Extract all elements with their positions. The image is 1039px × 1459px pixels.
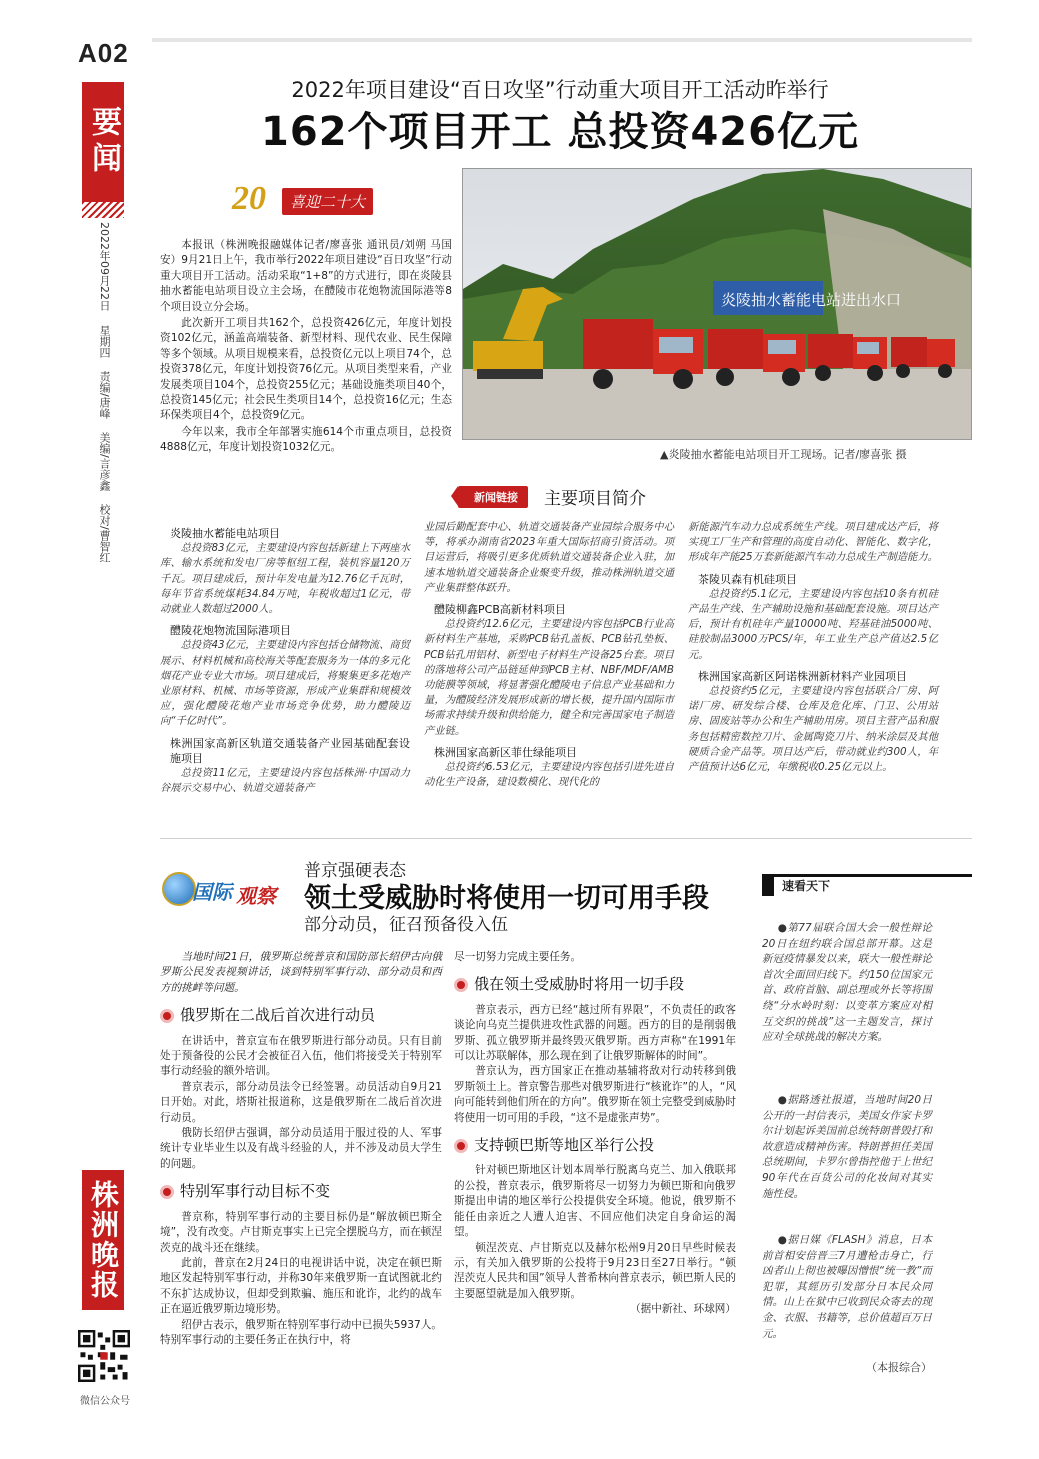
paragraph: 针对顿巴斯地区计划本周举行脱离乌克兰、加入俄联邦的公投，普京表示，俄罗斯将尽一切努力为顿巴斯和向俄罗斯提出申请的地区举行公投提供安全环境。他说，俄罗斯不能任由亲近之人遭人迫害、不回应他们决定自身命运的渴望。 <box>454 1164 736 1239</box>
project-text: 总投资约5亿元，主要建设内容包括联合厂房、阿诺厂房、研发综合楼、仓库及危化库、门卫、公用站房、固废站等办公和生产辅助用房。项目主营产品和服务包括精密数控刀片、金属陶瓷刀片、纳米涂层及其他硬质合金产品等。项目达产后，带动就业约300人，年产值预计达6亿元，年缴税收0.25亿元以上。 <box>688 685 938 774</box>
intl-column-1 <box>160 950 442 1348</box>
logo-word-2: 观察 <box>236 884 276 908</box>
badge-text: 喜迎二十大 <box>282 188 373 215</box>
paragraph: 普京称，特别军事行动的主要目标仍是“解放顿巴斯全境”，没有改变。卢甘斯克事实上已完全摆脱乌方，而在顿涅茨克的战斗还在继续。 <box>160 1210 442 1254</box>
project-text: 总投资83亿元，主要建设内容包括新建上下两座水库、输水系统和发电厂房等枢纽工程，装机容量120万千瓦。项目建成后，预计年发电量为12.76亿千瓦时，每年节省系统煤耗34.84万吨，年税收超过1亿元，带动就业人数超过2000人。 <box>160 542 410 616</box>
lead-paragraph: 本报讯（株洲晚报融媒体记者/廖喜张 通讯员/刘朔 马国安）9月21日上午，我市举行2022年项目建设“百日攻坚”行动重大项目开工活动。活动采取“1+8”的方式进行，即在炎陵县抽水蓄能电站项目设立主会场，在醴陵市花炮物流国际港等8个项目设立分会场。 <box>160 239 452 313</box>
quick-source: （本报综合） <box>866 1361 932 1374</box>
intl-intro: 当地时间21日，俄罗斯总统普京和国防部长绍伊古向俄罗斯公民发表视频讲话，谈到特别军事行动、部分动员和西方的挑衅等问题。 <box>160 951 442 994</box>
project-text: 总投资约5.1亿元，主要建设内容包括10条有机硅产品生产线、生产辅助设施和基础配套设施。项目达产后，预计有机硅年产量10000吨、羟基硅油5000吨、硅胶制品3000万PCS/年，年工业生产总产值达2.5亿元。 <box>688 587 938 661</box>
top-story-kicker: 2022年项目建设“百日攻坚”行动重大项目开工活动昨举行 <box>291 78 829 102</box>
project-name: 炎陵抽水蓄能电站项目 <box>170 527 280 540</box>
section-heading <box>454 1138 736 1153</box>
quick-item <box>762 1233 932 1342</box>
designer: 美编/言彦鑫 <box>98 432 111 491</box>
project-name: 株洲国家高新区轨道交通装备产业园基础配套设施项目 <box>170 736 410 765</box>
qr-code-icon[interactable] <box>78 1330 130 1382</box>
news-link-tag: 新闻链接 <box>458 486 528 508</box>
bullet-icon <box>454 978 468 992</box>
news-link-title: 主要项目简介 <box>544 489 646 509</box>
bullet-icon <box>160 1185 174 1199</box>
intl-kicker: 普京强硬表态 <box>304 861 406 881</box>
project-text: 总投资43亿元，主要建设内容包括仓储物流、商贸展示、材料机械和高校海关等配套服务为一体的多元化烟花产业专业大市场。项目建成后，将聚集更多花炮产业原材料、机械、市场等资源，形成产业集群和规模效应，强化醴陵花炮产业市场竞争优势，助力醴陵迈向“千亿时代”。 <box>160 639 410 728</box>
photo-sign-text: 炎陵抽水蓄能电站进出水口 <box>721 291 902 309</box>
section-heading <box>160 1008 442 1023</box>
project-name: 株洲国家高新区菲仕绿能项目 <box>434 745 577 759</box>
project-text: 总投资约6.53亿元，主要建设内容包括引进先进自动化生产设备，建设数模化、现代化的 <box>424 761 674 789</box>
project-text: 业园后勤配套中心、轨道交通装备产业园综合服务中心等，将承办湖南省2023年重大国际招商引资活动。项目运营后，将吸引更多优质轨道交通装备企业入驻，加速本地轨道交通装备企业聚变升级，推动株洲轨道交通产业集群整体跃升。 <box>424 521 674 594</box>
top-story-headline: 162个项目开工 总投资426亿元 <box>261 109 859 155</box>
project-name: 茶陵贝森有机硅项目 <box>698 572 797 586</box>
section-tag: 要闻 <box>82 82 124 202</box>
paragraph: 顿涅茨克、卢甘斯克以及赫尔松州9月20日早些时候表示，有关加入俄罗斯的公投将于9月23日至27日举行。“顿涅茨克人民共和国”领导人普希林向普京表示，顿巴斯人民的主要愿望就是加入俄罗斯。 <box>454 1241 736 1300</box>
project-name: 醴陵花炮物流国际港项目 <box>170 624 291 638</box>
news-link-header <box>458 484 646 509</box>
project-text: 总投资11亿元，主要建设内容包括株洲·中国动力谷展示交易中心、轨道交通装备产 <box>160 767 410 795</box>
paragraph: 普京认为，西方国家正在推动基辅将敌对行动转移到俄罗斯领土上。普京警告那些对俄罗斯进行“核讹诈”的人，“风向可能转到他们所在的方向”。俄罗斯在领土完整受到威胁时将使用一切可用的手段，“这不是虚张声势”。 <box>454 1065 736 1124</box>
bullet-icon <box>160 1009 174 1023</box>
photo-illustration <box>463 169 972 440</box>
bullet-icon <box>454 1139 468 1153</box>
lead-paragraph: 此次新开工项目共162个，总投资426亿元，年度计划投资102亿元，涵盖高端装备、新型材料、现代农业、民生保障等多个领域。从项目规模来看，总投资亿元以上项目74个，总投资378亿元，年度计划投资76亿元。从项目类型来看，产业发展类项目104个，总投资255亿元；基础设施类项目40个，总投资145亿元；社会民生类项目14个，总投资16亿元；生态环保类项目4个，总投资9亿元。 <box>160 317 452 422</box>
top-story-lead <box>160 238 452 457</box>
construction-site-photo <box>462 168 972 440</box>
paragraph: 普京表示，部分动员法令已经签署。动员活动自9月21日开始。对此，塔斯社报道称，这是俄罗斯在二战后首次进行动员。 <box>160 1080 442 1124</box>
paper-logo: 株洲晚报 <box>82 1170 124 1310</box>
globe-icon <box>162 872 196 906</box>
paragraph: 普京表示，西方已经“越过所有界限”，不负责任的政客谈论向乌克兰提供进攻性武器的问题。西方的目的是削弱俄罗斯、孤立俄罗斯并最终毁灭俄罗斯。西方声称“在1991年可以让苏联解体，那么现在到了让俄罗斯解体的时间”。 <box>454 1003 736 1063</box>
section-heading <box>160 1184 442 1199</box>
congress-badge <box>232 180 392 222</box>
quick-world-title: 速看天下 <box>782 879 831 893</box>
quick-item-text: ●第77届联合国大会一般性辩论20日在纽约联合国总部开幕。这是新冠疫情暴发以来，联大一般性辩论首次全面回归线下。约150位国家元首、政府首脑、副总理或外长等将围绕“分水岭时刻：以变革方案应对相互交织的挑战”这一主题发言，探讨应对全球挑战的解决方案。 <box>762 922 932 1044</box>
paragraph: 俄防长绍伊古强调，部分动员适用于服过役的人、军事统计专业毕业生以及有战斗经验的人，并不涉及动员大学生的问题。 <box>160 1127 442 1170</box>
projects-column-2 <box>424 520 674 790</box>
editor: 责编/唐峰 <box>98 371 111 419</box>
section-title: 俄罗斯在二战后首次进行动员 <box>180 1006 376 1025</box>
quick-item-text: ●据路透社报道，当地时间20日公开的一封信表示，美国女作家卡罗尔计划起诉美国前总统特朗普毁打和故意造成精神伤害。特朗普担任美国总统期间，卡罗尔曾指控他于上世纪90年代在百货公司的化妆间对其实施性侵。 <box>762 1094 932 1200</box>
quick-item <box>762 921 932 1046</box>
project-name: 株洲国家高新区阿诺株洲新材料产业园项目 <box>698 669 907 683</box>
section-title: 特别军事行动目标不变 <box>180 1182 331 1201</box>
section-title: 俄在领土受威胁时将用一切手段 <box>474 975 685 994</box>
badge-number: 20 <box>232 180 266 217</box>
tag-bar <box>762 876 774 896</box>
qr-label: 微信公众号 <box>80 1396 130 1407</box>
proofreader: 校对/曹智红 <box>98 504 111 564</box>
project-text: 总投资约12.6亿元，主要建设内容包括PCB行业高新材料生产基地，采购PCB钻孔盖板、PCB钻孔垫板、PCB钻孔用铝材、新型电子材料生产设备25台套。项目的落地将公司产品链延伸到PCB主材、NBF/MDF/AMB功能膜等领域，将显著强化醴陵电子信息产业基础和力量，为醴陵经济发展形成新的增长极，提升国内国际市场需求持续升级和供给能力，健全和完善国家电子制造产业链。 <box>424 618 674 737</box>
project-text: 新能源汽车动力总成系统生产线。项目建成达产后，将实现工厂生产和管理的高度自动化、智能化、数字化，形成年产能25万套新能源汽车动力总成生产制造能力。 <box>688 521 938 564</box>
projects-column-3 <box>688 520 938 775</box>
paragraph: 此前，普京在2月24日的电视讲话中说，决定在顿巴斯地区发起特别军事行动，并称30年来俄罗斯一直试图就北约不东扩达成协议，但却受到欺骗、施压和讹诈，北约的战车正在逼近俄罗斯边境形势。 <box>160 1256 442 1316</box>
logo-word-1: 国际 <box>192 880 232 904</box>
intl-headline: 领土受威胁时将使用一切可用手段 <box>304 883 709 914</box>
paragraph: 尽一切努力完成主要任务。 <box>454 951 582 963</box>
intl-observation-logo <box>162 870 290 912</box>
section-title: 支持顿巴斯等地区举行公投 <box>474 1136 655 1155</box>
top-rule <box>152 38 972 42</box>
paragraph: 绍伊古表示，俄罗斯在特别军事行动中已损失5937人。特别军事行动的主要任务正在执行中，将 <box>160 1318 442 1346</box>
quick-world-box <box>762 874 972 1378</box>
side-meta <box>96 222 112 642</box>
intl-subhead: 部分动员，征召预备役入伍 <box>304 915 508 935</box>
paragraph: 在讲话中，普京宣布在俄罗斯进行部分动员。只有目前处于预备役的公民才会被征召入伍，他们将接受关于特别军事行动经验的额外培训。 <box>160 1034 442 1078</box>
quick-world-tag <box>762 874 838 897</box>
section-heading <box>454 977 736 992</box>
quick-item <box>762 1093 932 1202</box>
date-line: 2022年09月22日 <box>98 222 111 311</box>
photo-caption: ▲炎陵抽水蓄能电站项目开工现场。记者/廖喜张 摄 <box>660 448 907 461</box>
intl-source: （据中新社、环球网） <box>630 1303 736 1316</box>
weekday: 星期四 <box>98 324 111 358</box>
section-stripes <box>82 202 124 218</box>
intl-column-2 <box>454 950 736 1318</box>
lead-paragraph: 今年以来，我市全年部署实施614个市重点项目，总投资4888亿元，年度计划投资1032亿元。 <box>160 425 452 454</box>
project-name: 醴陵柳鑫PCB高新材料项目 <box>434 603 566 617</box>
projects-column-1 <box>160 520 410 796</box>
quick-item-text: ●据日媒《FLASH》消息，日本前首相安倍晋三7月遭枪击身亡，行凶者山上彻也被曝因憎恨“统一教”而犯罪，其經历引发部分日本民众同情。山上在狱中已收到民众寄去的现金、衣服、书籍等，总价值超百万日元。 <box>762 1234 932 1340</box>
section-divider <box>160 838 972 839</box>
page-number: A02 <box>78 38 129 68</box>
